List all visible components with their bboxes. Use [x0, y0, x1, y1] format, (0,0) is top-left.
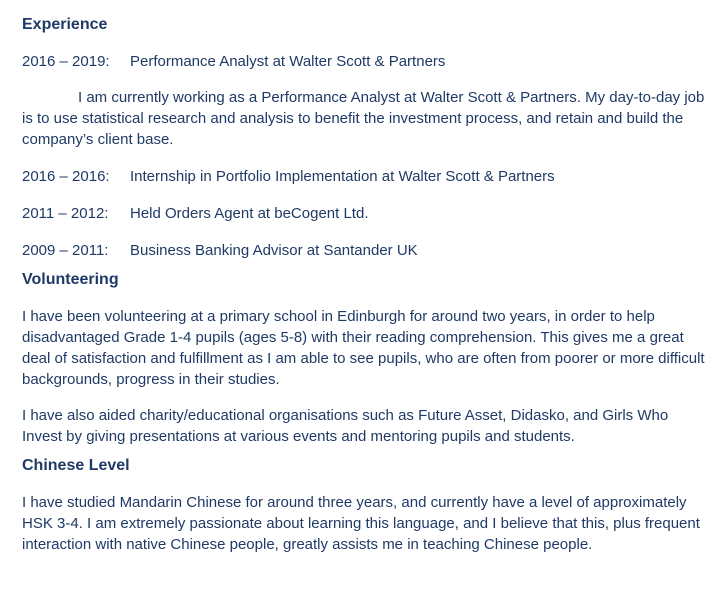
chinese-level-paragraph: I have studied Mandarin Chinese for around three years, and currently have a level of approximately HSK 3-4. I am extremely passionate about learning this language, and I believe that this, plus frequent interaction with native Chinese people, greatly assists me in teaching Chinese people.: [22, 494, 700, 553]
job-title: Internship in Portfolio Implementation at Walter Scott & Partners: [130, 168, 555, 185]
job-dates: 2016 – 2019:: [22, 53, 110, 70]
job-dates: 2009 – 2011:: [22, 242, 109, 259]
job-dates: 2011 – 2012:: [22, 205, 109, 222]
job-entry-performance-analyst: [22, 51, 707, 72]
job-entry-held-orders-agent: [22, 203, 707, 224]
experience-heading: Experience: [22, 16, 108, 33]
job-title: Held Orders Agent at beCogent Ltd.: [130, 205, 369, 222]
chinese-level-heading: Chinese Level: [22, 457, 130, 474]
volunteering-paragraph-2: I have also aided charity/educational organisations such as Future Asset, Didasko, and Girls Who Invest by giving presentations at various events and mentoring pupils and students.: [22, 407, 669, 445]
experience-description: I am currently working as a Performance Analyst at Walter Scott & Partners. My day-to-day job is to use statistical research and analysis to benefit the investment process, and retain and build the company’s client base.: [22, 89, 705, 148]
job-title: Performance Analyst at Walter Scott & Partners: [130, 53, 446, 70]
job-dates: 2016 – 2016:: [22, 168, 110, 185]
job-title: Business Banking Advisor at Santander UK: [130, 242, 418, 259]
resume-document: [22, 14, 707, 555]
job-entry-business-banking-advisor: [22, 240, 707, 261]
volunteering-paragraph-1: I have been volunteering at a primary school in Edinburgh for around two years, in order to help disadvantaged Grade 1-4 pupils (ages 5-8) with their reading comprehension. This gives me a great deal of satisfaction and fulfillment as I am able to see pupils, who are often from poorer or more difficult backgrounds, progress in their studies.: [22, 308, 705, 388]
volunteering-heading: Volunteering: [22, 271, 119, 288]
job-entry-internship: [22, 166, 707, 187]
